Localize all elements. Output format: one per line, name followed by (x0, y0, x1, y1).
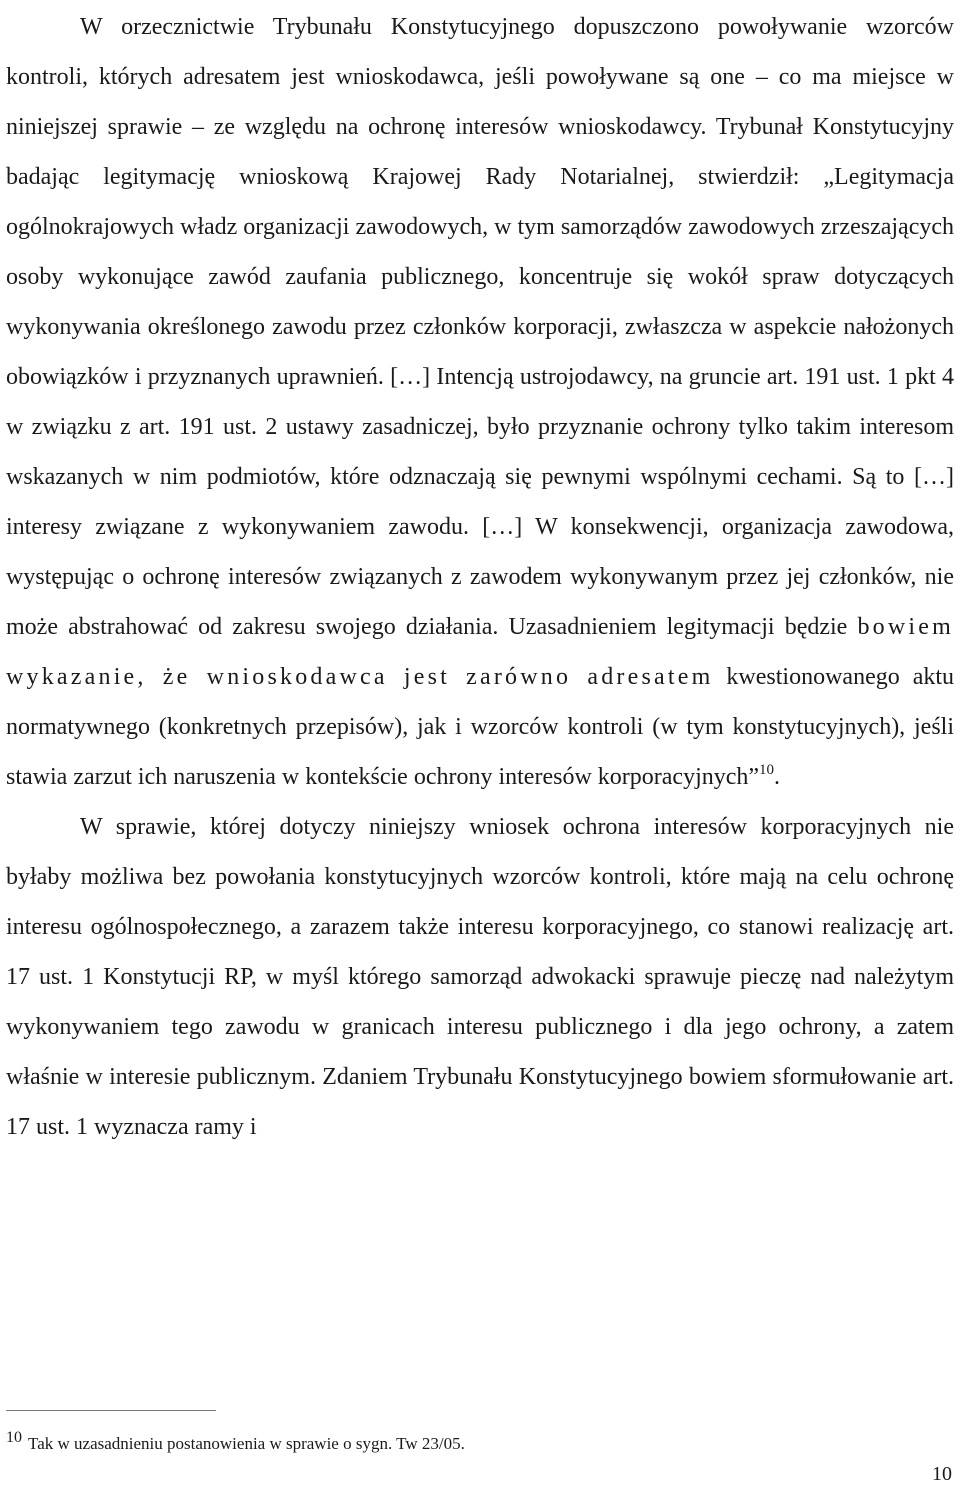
paragraph-2 (6, 802, 954, 1152)
paragraph-1-spaced-text: bowiem wykazanie, że wnioskodawca jest zarówno adresatem (6, 614, 954, 690)
paragraph-1-ending: . (774, 764, 781, 790)
footnote-number: 10 (6, 1429, 22, 1446)
paragraph-1-text-continued: kwestionowanego aktu normatywnego (konkretnych przepisów), jak i wzorców kontroli (w tym konstytucyjnych), jeśli stawia zarzut ich naruszenia w kontekście ochrony interesów korporacyjnych” (6, 664, 955, 790)
paragraph-2-text: W sprawie, której dotyczy niniejszy wniosek ochrona interesów korporacyjnych nie byłaby możliwa bez powołania konstytucyjnych wzorców kontroli, które mają na celu ochronę interesu ogólnospołecznego, a zarazem także interesu korporacyjnego, co stanowi realizację art. 17 ust. 1 Konstytucji RP, w myśl którego samorząd adwokacki sprawuje pieczę nad należytym wykonywaniem tego zawodu w granicach interesu publicznego i dla jego ochrony, a zatem właśnie w interesie publicznym. Zdaniem Trybunału Konstytucyjnego bowiem sformułowanie art. 17 ust. 1 wyznacza ramy i (6, 814, 954, 1140)
footnote-separator (6, 1410, 216, 1411)
footnote-text: Tak w uzasadnieniu postanowienia w sprawie o sygn. Tw 23/05. (28, 1434, 465, 1453)
footnote-reference[interactable]: 10 (759, 762, 775, 778)
page-number: 10 (932, 1463, 952, 1485)
footnote (6, 1429, 954, 1456)
paragraph-1 (6, 2, 954, 802)
paragraph-1-text: W orzecznictwie Trybunału Konstytucyjnego dopuszczono powoływanie wzorców kontroli, których adresatem jest wnioskodawca, jeśli powoływane są one – co ma miejsce w niniejszej sprawie – ze względu na ochronę interesów wnioskodawcy. Trybunał Konstytucyjny badając legitymację wnioskową Krajowej Rady Notarialnej, stwierdził: „Legitymacja ogólnokrajowych władz organizacji zawodowych, w tym samorządów zawodowych zrzeszających osoby wykonujące zawód zaufania publicznego, koncentruje się wokół spraw dotyczących wykonywania określonego zawodu przez członków korporacji, zwłaszcza w aspekcie nałożonych obowiązków i przyznanych uprawnień. […] Intencją ustrojodawcy, na gruncie art. 191 ust. 1 pkt 4 w związku z art. 191 ust. 2 ustawy zasadniczej, było przyznanie ochrony tylko takim interesom wskazanych w nim podmiotów, które odznaczają się pewnymi wspólnymi cechami. Są to […] interesy związane z wykonywaniem zawodu. […] W konsekwencji, organizacja zawodowa, występując o ochronę interesów związanych z zawodem wykonywanym przez jej członków, nie może abstrahować od zakresu swojego działania. Uzasadnieniem legitymacji będzie (6, 14, 954, 640)
body-text (6, 2, 954, 1152)
